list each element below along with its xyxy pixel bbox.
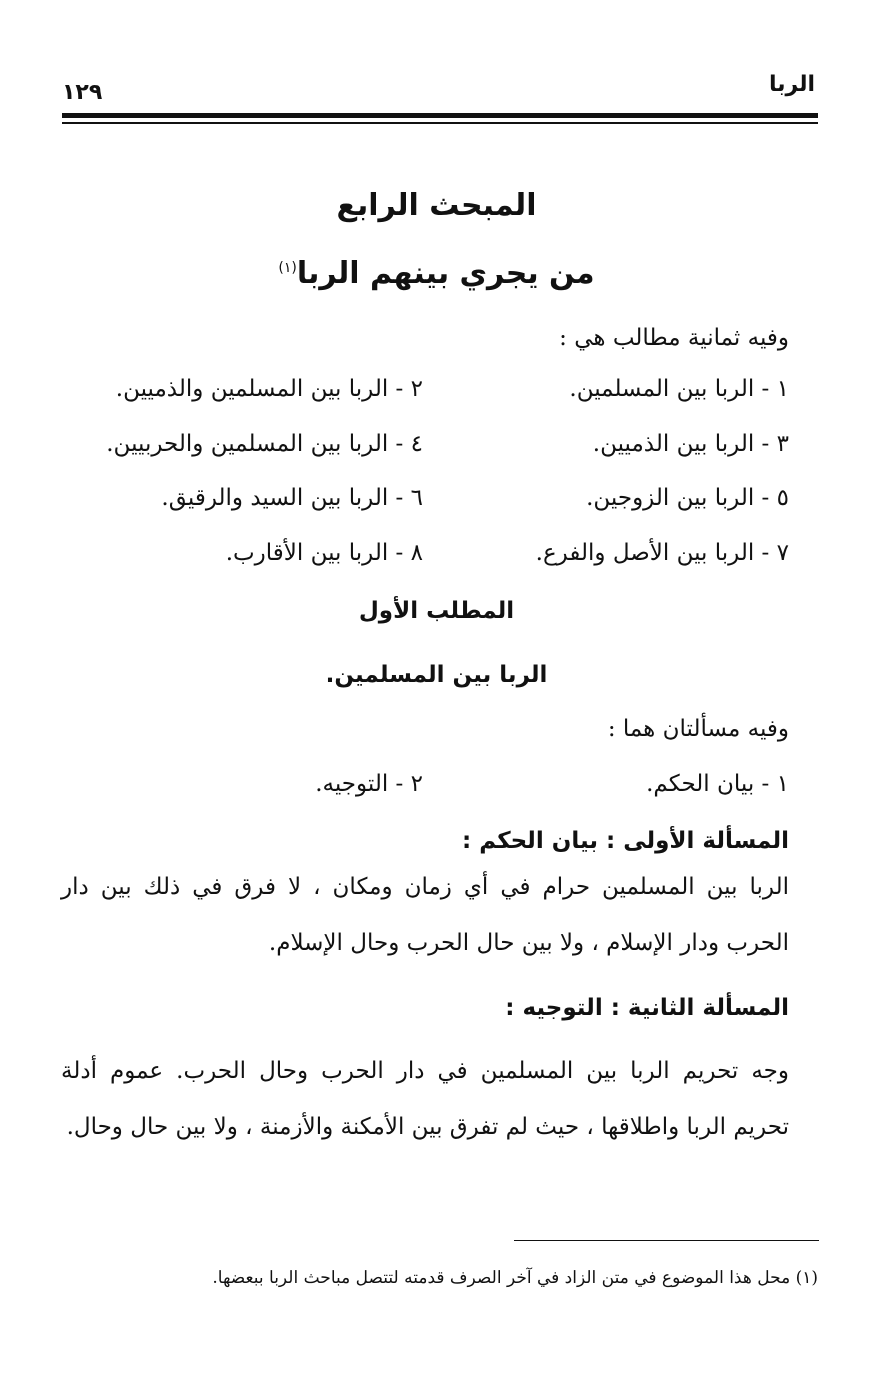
footnote: (١) محل هذا الموضوع في متن الزاد في آخر الصرف قدمته لتتصل مباحث الربا ببعضها. bbox=[212, 1268, 818, 1288]
section-item: ٤ - الربا بين المسلمين والحربيين. bbox=[106, 431, 423, 457]
issues-intro: وفيه مسألتان هما : bbox=[607, 716, 789, 742]
section-subtitle: الربا بين المسلمين. bbox=[325, 662, 548, 688]
section-item: ١ - الربا بين المسلمين. bbox=[569, 376, 789, 402]
header-rule-thick bbox=[62, 113, 818, 118]
issue2-text: وجه تحريم الربا بين المسلمين في دار الحرب وحال الحرب. عموم أدلة تحريم الربا واطلاقها ، حيث لم تفرق بين الأمكنة والأزمنة ، ولا بين حال وحال. bbox=[61, 1058, 789, 1140]
section-item: ٦ - الربا بين السيد والرقيق. bbox=[161, 485, 423, 511]
issue1-text: الربا بين المسلمين حرام في أي زمان ومكان ، لا فرق في ذلك بين دار الحرب ودار الإسلام ، ولا بين حال الحرب وحال الإسلام. bbox=[61, 874, 789, 956]
section-item: ٨ - الربا بين الأقارب. bbox=[225, 540, 423, 566]
sections-intro: وفيه ثمانية مطالب هي : bbox=[559, 325, 789, 351]
page-number: ١٢٩ bbox=[62, 80, 103, 105]
header-rule-thin bbox=[62, 122, 818, 124]
footnote-rule bbox=[514, 1240, 819, 1241]
chapter-subtitle-text: من يجري بينهم الربا bbox=[296, 256, 595, 291]
footnote-ref: (١) bbox=[278, 260, 297, 276]
issue-item: ٢ - التوجيه. bbox=[315, 771, 423, 797]
section-item: ٢ - الربا بين المسلمين والذميين. bbox=[115, 376, 423, 402]
section-item: ٥ - الربا بين الزوجين. bbox=[586, 485, 789, 511]
running-header-title: الربا bbox=[768, 72, 815, 97]
chapter-subtitle bbox=[0, 256, 873, 291]
chapter-title: المبحث الرابع bbox=[336, 188, 537, 223]
section-item: ٣ - الربا بين الذميين. bbox=[592, 431, 789, 457]
issue1-heading: المسألة الأولى : بيان الحكم : bbox=[461, 828, 789, 854]
issue2-heading: المسألة الثانية : التوجيه : bbox=[505, 995, 789, 1021]
section-title: المطلب الأول bbox=[358, 598, 515, 624]
section-item: ٧ - الربا بين الأصل والفرع. bbox=[535, 540, 789, 566]
issue-item: ١ - بيان الحكم. bbox=[646, 771, 789, 797]
